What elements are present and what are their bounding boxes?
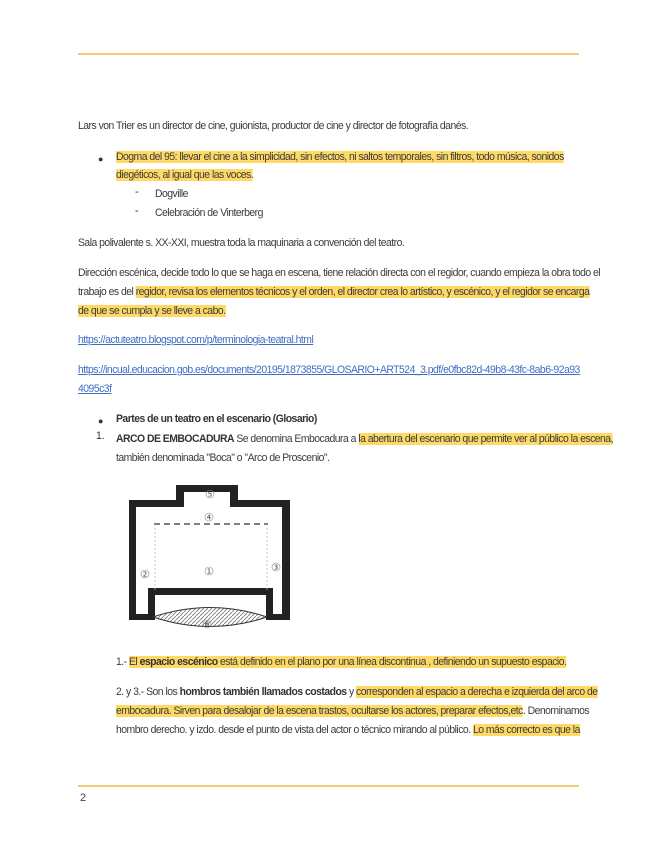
direccion-line-1: Dirección escénica, decide todo lo que se haga en escena, tiene relación directa con el regidor, cuando empieza la obra todo el bbox=[78, 267, 601, 279]
bullet-partes: ● bbox=[98, 416, 104, 426]
header-rule bbox=[78, 53, 579, 55]
diagram-label-2: 2 bbox=[142, 570, 148, 579]
sala-paragraph: Sala polivalente s. XX-XXI, muestra toda la maquinaria a convención del teatro. bbox=[78, 237, 405, 249]
hombros-line-2: embocadura. Sirven para desalojar de la escena trastos, ocultarse los actores, preparar efectos,etc. Denominamos bbox=[116, 705, 590, 717]
partes-heading: Partes de un teatro en el escenario (Glosario) bbox=[116, 413, 317, 425]
film-celebracion: Celebración de Vinterberg bbox=[155, 207, 263, 219]
footer-rule bbox=[78, 785, 579, 787]
hombros-line-3: hombro derecho. y izdo. desde el punto de vista del actor o técnico mirando al público. Lo más correcto es que la bbox=[116, 724, 580, 736]
diagram-label-3: 3 bbox=[273, 563, 279, 572]
item-1-number: 1. bbox=[96, 430, 105, 442]
hombros-line-1: 2. y 3.- Son los hombros también llamados costados y corresponden al espacio a derecha e izquierda del arco de bbox=[116, 686, 598, 698]
item-1-line-1: ARCO DE EMBOCADURA Se denomina Embocadura a la abertura del escenario que permite ver al público la escena, bbox=[116, 433, 613, 445]
diagram-label-4: 4 bbox=[206, 513, 212, 522]
espacio-paragraph: 1.- El espacio escénico está definido en el plano por una línea discontinua , definiendo un supuesto espacio. bbox=[116, 656, 567, 668]
diagram-label-6: 6 bbox=[204, 620, 210, 629]
intro-paragraph: Lars von Trier es un director de cine, guionista, productor de cine y director de fotografía danés. bbox=[78, 120, 469, 132]
item-1-line-2: también denominada "Boca" o "Arco de Proscenio". bbox=[116, 452, 330, 464]
film-dogville: Dogville bbox=[155, 188, 188, 200]
dash-1: - bbox=[135, 186, 139, 198]
link-incual-line-1[interactable]: https://incual.educacion.gob.es/documents/20195/1873855/GLOSARIO+ART524_3.pdf/e0fbc82d-49b8-43fc-8ab6-92a93 bbox=[78, 364, 580, 376]
dogma-line-1: Dogma del 95: llevar el cine a la simplicidad, sin efectos, ni saltos temporales, sin filtros, todo música, sonidos bbox=[116, 151, 564, 163]
direccion-line-2: trabajo es del regidor, revisa los elementos técnicos y el orden, el director crea lo artístico, y escénico, y el regidor se encarga bbox=[78, 286, 590, 298]
dogma-line-2: diegéticos, al igual que las voces. bbox=[116, 169, 254, 181]
bullet-dogma: ● bbox=[98, 154, 104, 164]
direccion-line-3: de que se cumpla y se lleve a cabo. bbox=[78, 305, 226, 317]
page-number: 2 bbox=[80, 792, 87, 804]
diagram-apron bbox=[153, 608, 267, 627]
diagram-label-5: 5 bbox=[207, 490, 213, 499]
diagram-label-1: 1 bbox=[206, 567, 212, 576]
dash-2: - bbox=[135, 205, 139, 217]
link-incual-line-2[interactable]: 4095c3f bbox=[78, 383, 112, 395]
link-actuteatro[interactable]: https://actuteatro.blogspot.com/p/terminologia-teatral.html bbox=[78, 334, 314, 346]
stage-diagram bbox=[120, 480, 300, 635]
